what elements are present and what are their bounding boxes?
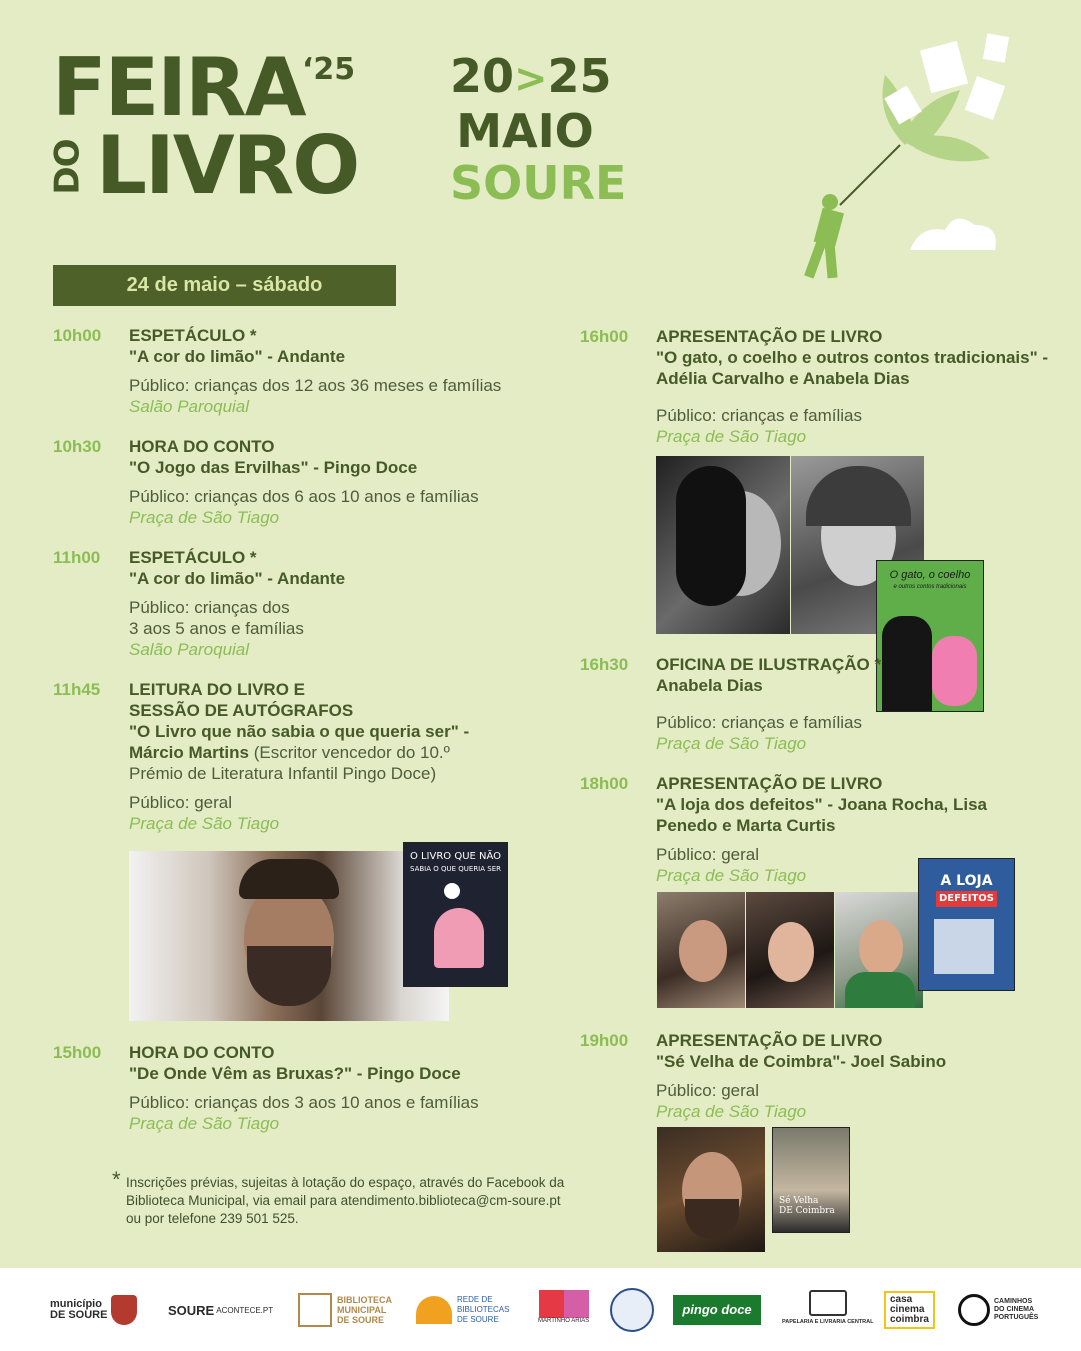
event-title: "A cor do limão" - Andante — [129, 347, 346, 366]
event-place: Praça de São Tiago — [129, 1114, 280, 1133]
author-photo — [657, 1127, 765, 1252]
event-audience: Público: geral — [656, 845, 760, 864]
event-title: "De Onde Vêm as Bruxas?" - Pingo Doce — [129, 1064, 461, 1083]
event-audience: Público: crianças dos 6 aos 10 anos e famílias — [129, 487, 479, 506]
logo-pingo-doce: pingo doce — [673, 1290, 761, 1330]
event-title-cont: Penedo e Marta Curtis — [656, 816, 836, 835]
event-title: "O Jogo das Ervilhas" - Pingo Doce — [129, 458, 418, 477]
book-cover: A LOJA DEFEITOS — [918, 858, 1015, 991]
logo-feira: FEIRA — [52, 41, 305, 134]
author-photo — [746, 892, 834, 1008]
event-title: "O gato, o coelho e outros contos tradicionais" - — [656, 348, 1049, 367]
event-type: HORA DO CONTO — [129, 437, 275, 456]
author-photo — [657, 892, 745, 1008]
event-desc: (Escritor vencedor do 10.º — [248, 743, 450, 762]
event-audience-cont: 3 aos 5 anos e famílias — [129, 619, 304, 638]
author-photo — [129, 851, 449, 1021]
event-audience: Público: geral — [129, 793, 233, 812]
event-audience: Público: crianças e famílias — [656, 713, 862, 732]
event-time: 11h00 — [53, 548, 101, 567]
event-time: 16h30 — [580, 655, 629, 674]
event-time: 19h00 — [580, 1031, 629, 1050]
event-author: Márcio Martins — [129, 743, 249, 762]
event-type-cont: SESSÃO DE AUTÓGRAFOS — [129, 701, 354, 720]
logo-papelaria-central: PAPELARIA E LIVRARIA CENTRAL — [782, 1290, 873, 1330]
logo-caminhos-cinema: CAMINHOS DO CINEMA PORTUGUÊS — [958, 1290, 1038, 1330]
event-type: ESPETÁCULO * — [129, 326, 257, 345]
event-desc-cont: Prémio de Literatura Infantil Pingo Doce) — [129, 764, 437, 783]
event-place: Praça de São Tiago — [656, 427, 807, 446]
event-audience: Público: crianças dos 3 aos 10 anos e famílias — [129, 1093, 479, 1112]
event-place: Salão Paroquial — [129, 640, 250, 659]
event-place: Salão Paroquial — [129, 397, 250, 416]
event-type: LEITURA DO LIVRO E — [129, 680, 305, 699]
logo-biblioteca-municipal: BIBLIOTECA MUNICIPAL DE SOURE — [298, 1290, 392, 1330]
event-title: "O Livro que não sabia o que queria ser" - — [129, 722, 470, 741]
event-place: Praça de São Tiago — [656, 734, 807, 753]
event-time: 18h00 — [580, 774, 629, 793]
book-cover: O gato, o coelho e outros contos tradicionais — [876, 560, 984, 712]
event-time: 15h00 — [53, 1043, 102, 1062]
event-place: Praça de São Tiago — [656, 1102, 807, 1121]
event-time: 11h45 — [53, 680, 101, 699]
event-time: 10h30 — [53, 437, 102, 456]
event-dates: 20>25 MAIO SOURE — [450, 49, 627, 210]
event-audience: Público: crianças dos — [129, 598, 290, 617]
event-type: OFICINA DE ILUSTRAÇÃO * — [656, 655, 882, 674]
event-type: APRESENTAÇÃO DE LIVRO — [656, 774, 883, 793]
event-time: 10h00 — [53, 326, 102, 345]
event-audience: Público: geral — [656, 1081, 760, 1100]
book-cover: Sé Velha DE Coimbra — [772, 1127, 850, 1233]
event-type: APRESENTAÇÃO DE LIVRO — [656, 327, 883, 346]
logo-livro: LIVRO — [96, 119, 359, 212]
coat-of-arms-icon — [111, 1295, 137, 1325]
event-title-cont: Adélia Carvalho e Anabela Dias — [656, 369, 910, 388]
event-place: Praça de São Tiago — [129, 814, 280, 833]
logo-rede-bibliotecas: REDE DE BIBLIOTECAS DE SOURE — [416, 1290, 509, 1330]
event-type: APRESENTAÇÃO DE LIVRO — [656, 1031, 883, 1050]
logo-martinho-arias: MARTINHO ARIAS — [538, 1290, 589, 1330]
flying-book-illustration — [780, 20, 1080, 300]
event-place: Praça de São Tiago — [656, 866, 807, 885]
logo-school-seal — [610, 1290, 654, 1330]
event-type: HORA DO CONTO — [129, 1043, 275, 1062]
author-photo — [656, 456, 790, 634]
logo-soure-acontece: SOURE ACONTECE.PT — [168, 1302, 274, 1318]
logo-casa-cinema-coimbra: casa cinema coimbra — [884, 1290, 935, 1330]
day-heading: 24 de maio – sábado — [53, 265, 396, 306]
event-audience: Público: crianças dos 12 aos 36 meses e famílias — [129, 376, 502, 395]
event-title: "Sé Velha de Coimbra"- Joel Sabino — [656, 1052, 947, 1071]
event-title: "A cor do limão" - Andante — [129, 569, 346, 588]
logo-do: DO — [47, 139, 88, 195]
event-title: "A loja dos defeitos" - Joana Rocha, Lisa — [656, 795, 988, 814]
event-time: 16h00 — [580, 327, 629, 346]
author-photo — [835, 892, 923, 1008]
book-cover: O LIVRO QUE NÃO SABIA O QUE QUERIA SER — [403, 842, 508, 987]
logo-year: ‘25 — [302, 52, 356, 87]
logo-municipio-soure: município DE SOURE — [50, 1290, 137, 1330]
event-title: Anabela Dias — [656, 676, 763, 695]
event-audience: Público: crianças e famílias — [656, 406, 862, 425]
event-type: ESPETÁCULO * — [129, 548, 257, 567]
event-place: Praça de São Tiago — [129, 508, 280, 527]
